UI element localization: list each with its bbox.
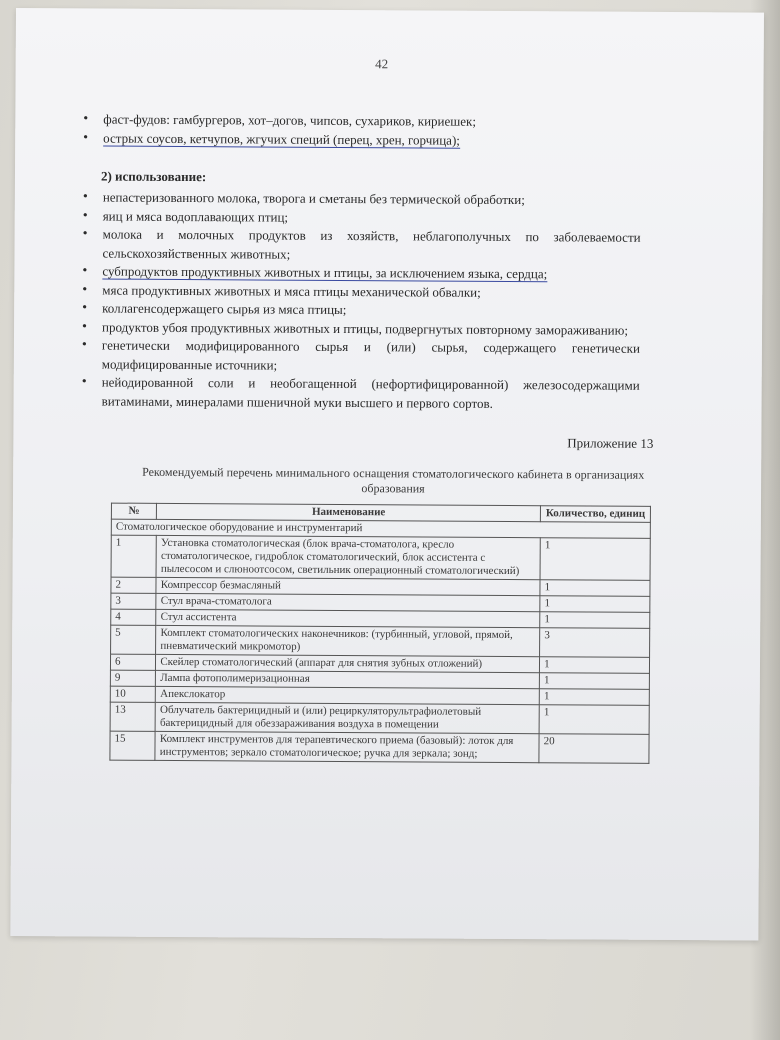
table-row <box>110 731 649 763</box>
cell-name: Комплект стоматологических наконечников: (турбинный, угловой, прямой, пневматический микромотор) <box>156 625 540 656</box>
table-row <box>110 702 649 734</box>
cell-name: Комплект инструментов для терапевтического приема (базовый): лоток для инструментов; зеркало стоматологическое; ручка для зеркала; зонд; <box>155 731 539 762</box>
page-number: 42 <box>375 56 389 72</box>
cell-number: 13 <box>110 702 156 731</box>
cell-number: 5 <box>111 625 157 654</box>
cell-name: Облучатель бактерицидный и (или) рециркуляторультрафиолетовый бактерицидный для обеззараживания воздуха в помещении <box>155 702 539 733</box>
header-name: Наименование <box>157 503 541 521</box>
cell-quantity: 1 <box>540 612 650 629</box>
section-heading: 2) использование: <box>100 168 207 185</box>
list-item: • продуктов убоя продуктивных животных и птицы, подвергнутых повторному замораживанию; <box>80 318 640 340</box>
cell-quantity: 1 <box>540 596 650 613</box>
underlined-text: острых соусов, кетчупов, жгучих специй (перец, хрен, горчица); <box>103 130 460 148</box>
cell-quantity: 1 <box>540 673 650 690</box>
header-number: № <box>111 503 156 519</box>
list-item: • нейодированной соли и необогащенной (нефортифицированной) железосодержащими витаминами, минералами пшеничной муки высшего и первого сортов. <box>80 373 640 413</box>
cell-quantity: 3 <box>540 628 650 658</box>
section-title-cell: Стоматологическое оборудование и инструментарий <box>111 519 650 538</box>
cell-name: Установка стоматологическая (блок врача-стоматолога, кресло стоматологическое, гидроблок стоматологический, блок ассистента с пылесосом и слюноотсосом, светильник операционный стоматологический) <box>156 535 540 579</box>
cell-quantity: 1 <box>540 538 650 581</box>
cell-quantity: 1 <box>540 657 650 674</box>
cell-number: 3 <box>111 593 156 609</box>
cell-number: 6 <box>110 654 155 670</box>
cell-name: Апекслокатор <box>156 686 540 704</box>
cell-quantity: 1 <box>540 580 650 597</box>
cell-name: Стул ассистента <box>156 609 540 627</box>
cell-number: 15 <box>110 731 156 760</box>
cell-number: 10 <box>110 686 155 702</box>
cell-number: 2 <box>111 577 156 593</box>
cell-name: Стул врача-стоматолога <box>156 593 540 611</box>
table-row <box>111 625 650 657</box>
list-item: • мяса продуктивных животных и мяса птицы механической обвалки; <box>80 281 640 303</box>
cell-number: 1 <box>111 535 157 577</box>
list-item: • коллагенсодержащего сырья из мяса птицы; <box>80 299 640 321</box>
cell-name: Скейлер стоматологический (аппарат для снятия зубных отложений) <box>156 654 540 672</box>
bullet-list-1 <box>81 110 641 150</box>
equipment-table <box>109 503 651 764</box>
list-item <box>81 129 641 151</box>
appendix-label: Приложение 13 <box>567 435 654 451</box>
table-row <box>111 535 650 580</box>
document-page <box>10 8 764 941</box>
list-item: • молока и молочных продуктов из хозяйств, неблагополучных по заболеваемости сельскохозяйственных животных; <box>80 225 640 265</box>
bullet-list-2 <box>80 188 641 413</box>
cell-number: 9 <box>110 670 155 686</box>
table-caption: Рекомендуемый перечень минимального оснащения стоматологического кабинета в организациях образования <box>142 464 645 496</box>
list-item: • генетически модифицированного сырья и (или) сырья, содержащего генетически модифицированные источники; <box>80 336 640 376</box>
list-item: • яиц и мяса водоплавающих птиц; <box>81 207 641 229</box>
cell-number: 4 <box>111 609 156 625</box>
list-item: • непастеризованного молока, творога и сметаны без термической обработки; <box>81 188 641 210</box>
cell-name: Компрессор безмасляный <box>156 577 540 595</box>
cell-name: Лампа фотополимеризационная <box>156 670 540 688</box>
list-item: • фаст-фудов: гамбургеров, хот–догов, чипсов, сухариков, кириешек; <box>81 110 641 132</box>
header-quantity: Количество, единиц <box>541 506 651 523</box>
cell-quantity: 1 <box>539 689 649 706</box>
cell-quantity: 1 <box>539 705 649 735</box>
underlined-text: субпродуктов продуктивных животных и птицы, за исключением языка, сердца; <box>102 263 548 282</box>
cell-quantity: 20 <box>539 734 649 764</box>
